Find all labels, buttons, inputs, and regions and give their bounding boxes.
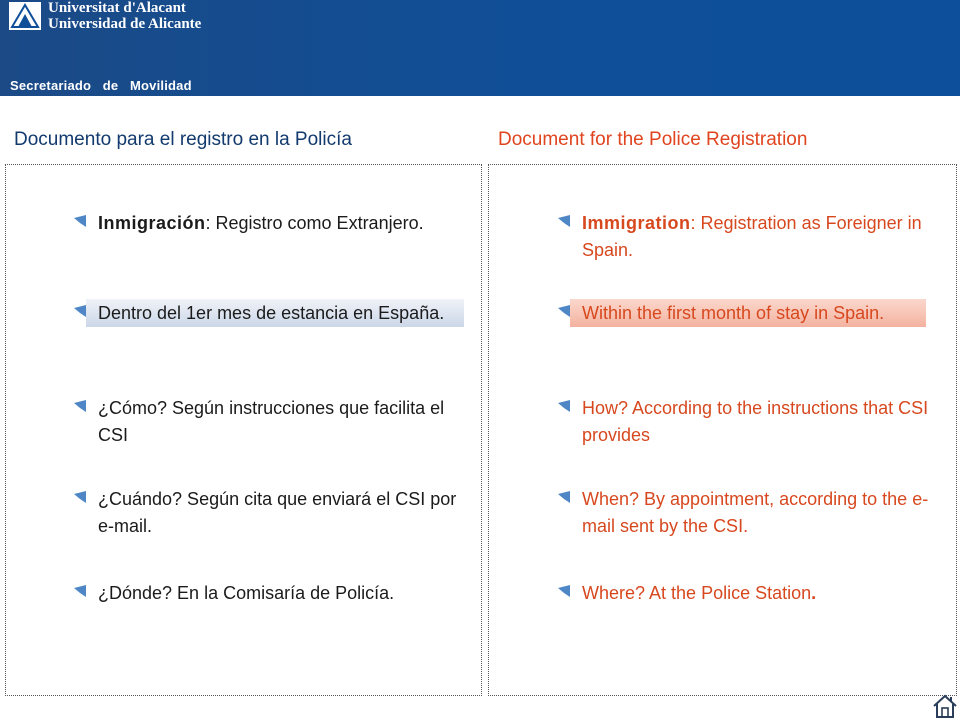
spanish-item-4-text: ¿Cuándo? Según cita que enviará el CSI por e-mail. (98, 489, 457, 536)
bullet-arrow-icon (74, 585, 86, 597)
item-text: Where? At the Police Station (582, 583, 812, 603)
spanish-item-1-text (74, 209, 464, 237)
spanish-item-3-text: ¿Cómo? Según instrucciones que facilita el CSI (98, 398, 445, 445)
english-item-1 (558, 209, 938, 264)
english-item-2 (558, 299, 926, 327)
item-text: : Registration as Foreigner in Spain. (582, 213, 922, 260)
english-item-4-text: When? By appointment, according to the e-mail sent by the CSI. (582, 489, 929, 536)
english-item-3-text: How? According to the instructions that CSI provides (582, 398, 929, 445)
item-text: : Registro como Extranjero. (205, 213, 424, 233)
bullet-arrow-icon (558, 585, 570, 597)
keyword: Immigration (582, 213, 691, 233)
english-item-3 (558, 394, 948, 449)
university-name-line1: Universitat d'Alacant (48, 0, 186, 16)
english-item-1-text (558, 209, 938, 264)
bullet-arrow-icon (74, 400, 86, 412)
university-name (48, 0, 201, 32)
item-tail: . (811, 583, 817, 603)
spanish-item-2 (74, 299, 464, 327)
english-item-5-text (558, 579, 948, 607)
english-title: Document for the Police Registration (498, 129, 808, 150)
header-banner (0, 0, 960, 96)
english-item-4 (558, 485, 948, 540)
home-icon[interactable] (932, 693, 958, 719)
english-item-2-text: Within the first month of stay in Spain. (570, 299, 926, 327)
bullet-arrow-icon (558, 400, 570, 412)
bullet-arrow-icon (558, 215, 570, 227)
spanish-item-5 (74, 579, 414, 607)
department-name: Secretariado de Movilidad (10, 78, 192, 93)
keyword: Inmigración (98, 213, 206, 233)
bullet-arrow-icon (558, 491, 570, 503)
bullet-arrow-icon (74, 491, 86, 503)
bullet-arrow-icon (74, 215, 86, 227)
english-item-5 (558, 579, 948, 607)
spanish-item-2-text: Dentro del 1er mes de estancia en España. (86, 299, 464, 327)
spanish-item-5-text: ¿Dónde? En la Comisaría de Policía. (98, 583, 395, 603)
bullet-arrow-icon (558, 305, 570, 317)
bullet-arrow-icon (74, 305, 86, 317)
university-name-line2: Universidad de Alicante (48, 16, 202, 32)
university-logo-icon (9, 2, 41, 30)
spanish-item-4 (74, 485, 474, 540)
spanish-item-3 (74, 394, 474, 449)
spanish-item-1 (74, 209, 464, 237)
spanish-title: Documento para el registro en la Policía (14, 129, 352, 150)
